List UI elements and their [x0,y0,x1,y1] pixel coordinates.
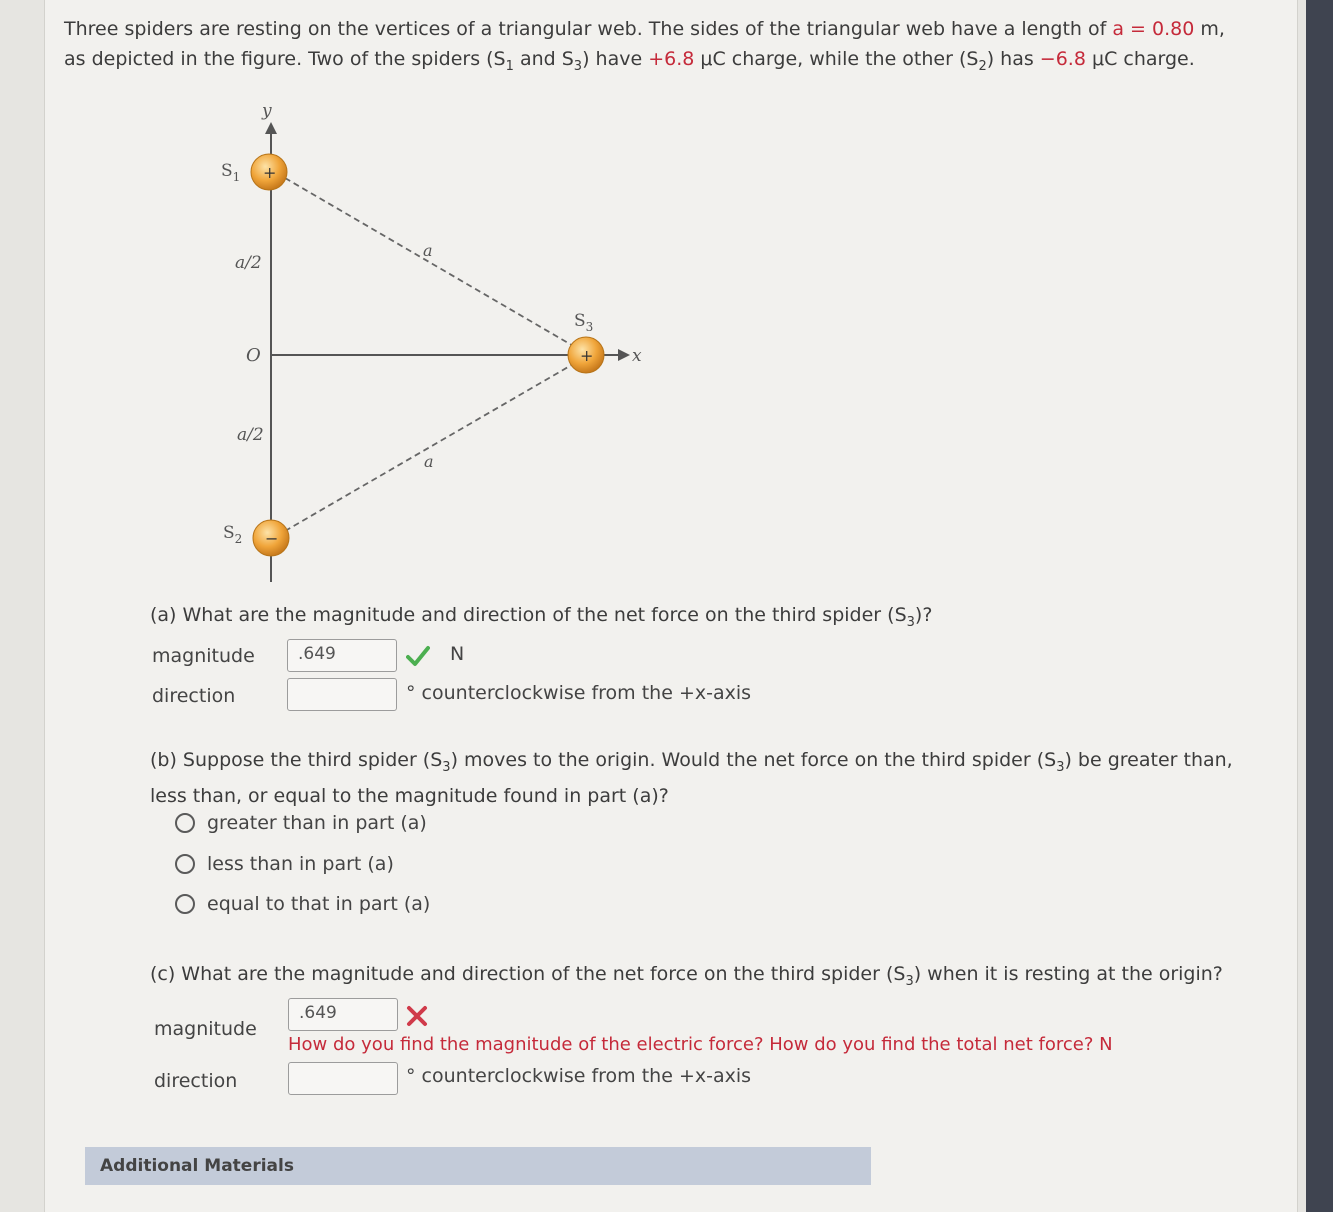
y-axis-arrow [265,122,277,134]
part-a-question [150,600,932,638]
part-b-sub-1: 3 [442,759,451,775]
option-greater-label: greater than in part (a) [207,812,427,834]
incorrect-x-icon [406,1005,428,1027]
side-a-top-label: a [423,241,433,260]
option-equal-label: equal to that in part (a) [207,893,431,915]
problem-text-2f: μC charge. [1085,48,1195,70]
triangle-web-figure [0,0,1333,600]
additional-materials-header[interactable]: Additional Materials [85,1147,871,1185]
part-a-sub: 3 [906,614,915,630]
x-axis-arrow [618,349,630,361]
side-a-bottom-label: a [424,452,434,471]
side-length-value: a = 0.80 [1112,18,1195,40]
part-b-question-line-1 [150,745,1233,783]
s2-label: $S_2$ [223,523,243,546]
part-c-direction-label: direction [154,1070,238,1092]
part-c-magnitude-input[interactable]: .649 [288,998,398,1031]
problem-text-1b: m, [1194,18,1225,40]
part-a-direction-unit: ° counterclockwise from the +x-axis [406,682,752,704]
side-s2-s3 [285,363,575,531]
problem-text-2b: and S [513,48,574,70]
part-b-text-1: (b) Suppose the third spider (S [150,749,443,771]
part-b-text-2: ) moves to the origin. Would the net force on the third spider (S [450,749,1057,771]
part-c-direction-unit: ° counterclockwise from the +x-axis [406,1065,752,1087]
problem-text-2d: μC charge, while the other (S [694,48,979,70]
option-equal[interactable] [175,893,430,915]
s3-plus-sign: + [580,346,594,365]
half-bottom-label: a/2 [237,425,264,445]
part-b-question-line-2: less than, or equal to the magnitude found in part (a)? [150,785,669,807]
part-c-feedback-hint: How do you find the magnitude of the electric force? How do you find the total net force? N [288,1034,1113,1055]
part-b-text-3: ) be greater than, [1064,749,1233,771]
problem-text-2c: ) have [582,48,649,70]
radio-less[interactable] [175,854,195,874]
s1-label: $S_1$ [221,161,241,184]
half-top-label: a/2 [235,253,262,273]
radio-greater[interactable] [175,813,195,833]
s1-plus-sign: + [263,163,277,182]
positive-charge-value: +6.8 [648,48,695,70]
part-b-sub-2: 3 [1056,759,1065,775]
sub-1: 1 [505,58,514,74]
option-greater[interactable] [175,812,427,834]
part-a-magnitude-label: magnitude [152,645,255,667]
s3-label: $S_3$ [574,311,594,334]
part-c-direction-input[interactable] [288,1062,398,1095]
part-c-sub: 3 [905,973,914,989]
part-c-question [150,959,1223,997]
part-a-text: (a) What are the magnitude and direction of the net force on the third spider (S [150,604,907,626]
sub-3: 3 [573,58,583,74]
part-c-text-end: ) when it is resting at the origin? [913,963,1223,985]
part-a-direction-input[interactable] [287,678,397,711]
radio-equal[interactable] [175,894,195,914]
sub-2: 2 [978,58,987,74]
problem-text-1: Three spiders are resting on the vertices of a triangular web. The sides of the triangular web have a length of [64,18,1113,40]
origin-label: O [246,345,261,366]
part-c-text: (c) What are the magnitude and direction of the net force on the third spider (S [150,963,906,985]
side-s1-s3 [285,178,575,347]
x-axis-label: x [632,346,642,366]
s2-minus-sign: − [265,529,279,548]
problem-text-2a: as depicted in the figure. Two of the spiders (S [64,48,506,70]
option-less-label: less than in part (a) [207,853,394,875]
part-a-magnitude-unit: N [450,643,465,665]
correct-check-icon [406,645,430,667]
y-axis-label: y [262,101,272,121]
part-c-magnitude-label: magnitude [154,1018,257,1040]
part-a-text-end: )? [914,604,933,626]
problem-text-2e: ) has [986,48,1040,70]
option-less[interactable] [175,853,394,875]
negative-charge-value: −6.8 [1039,48,1086,70]
part-a-direction-label: direction [152,685,236,707]
part-a-magnitude-input[interactable]: .649 [287,639,397,672]
